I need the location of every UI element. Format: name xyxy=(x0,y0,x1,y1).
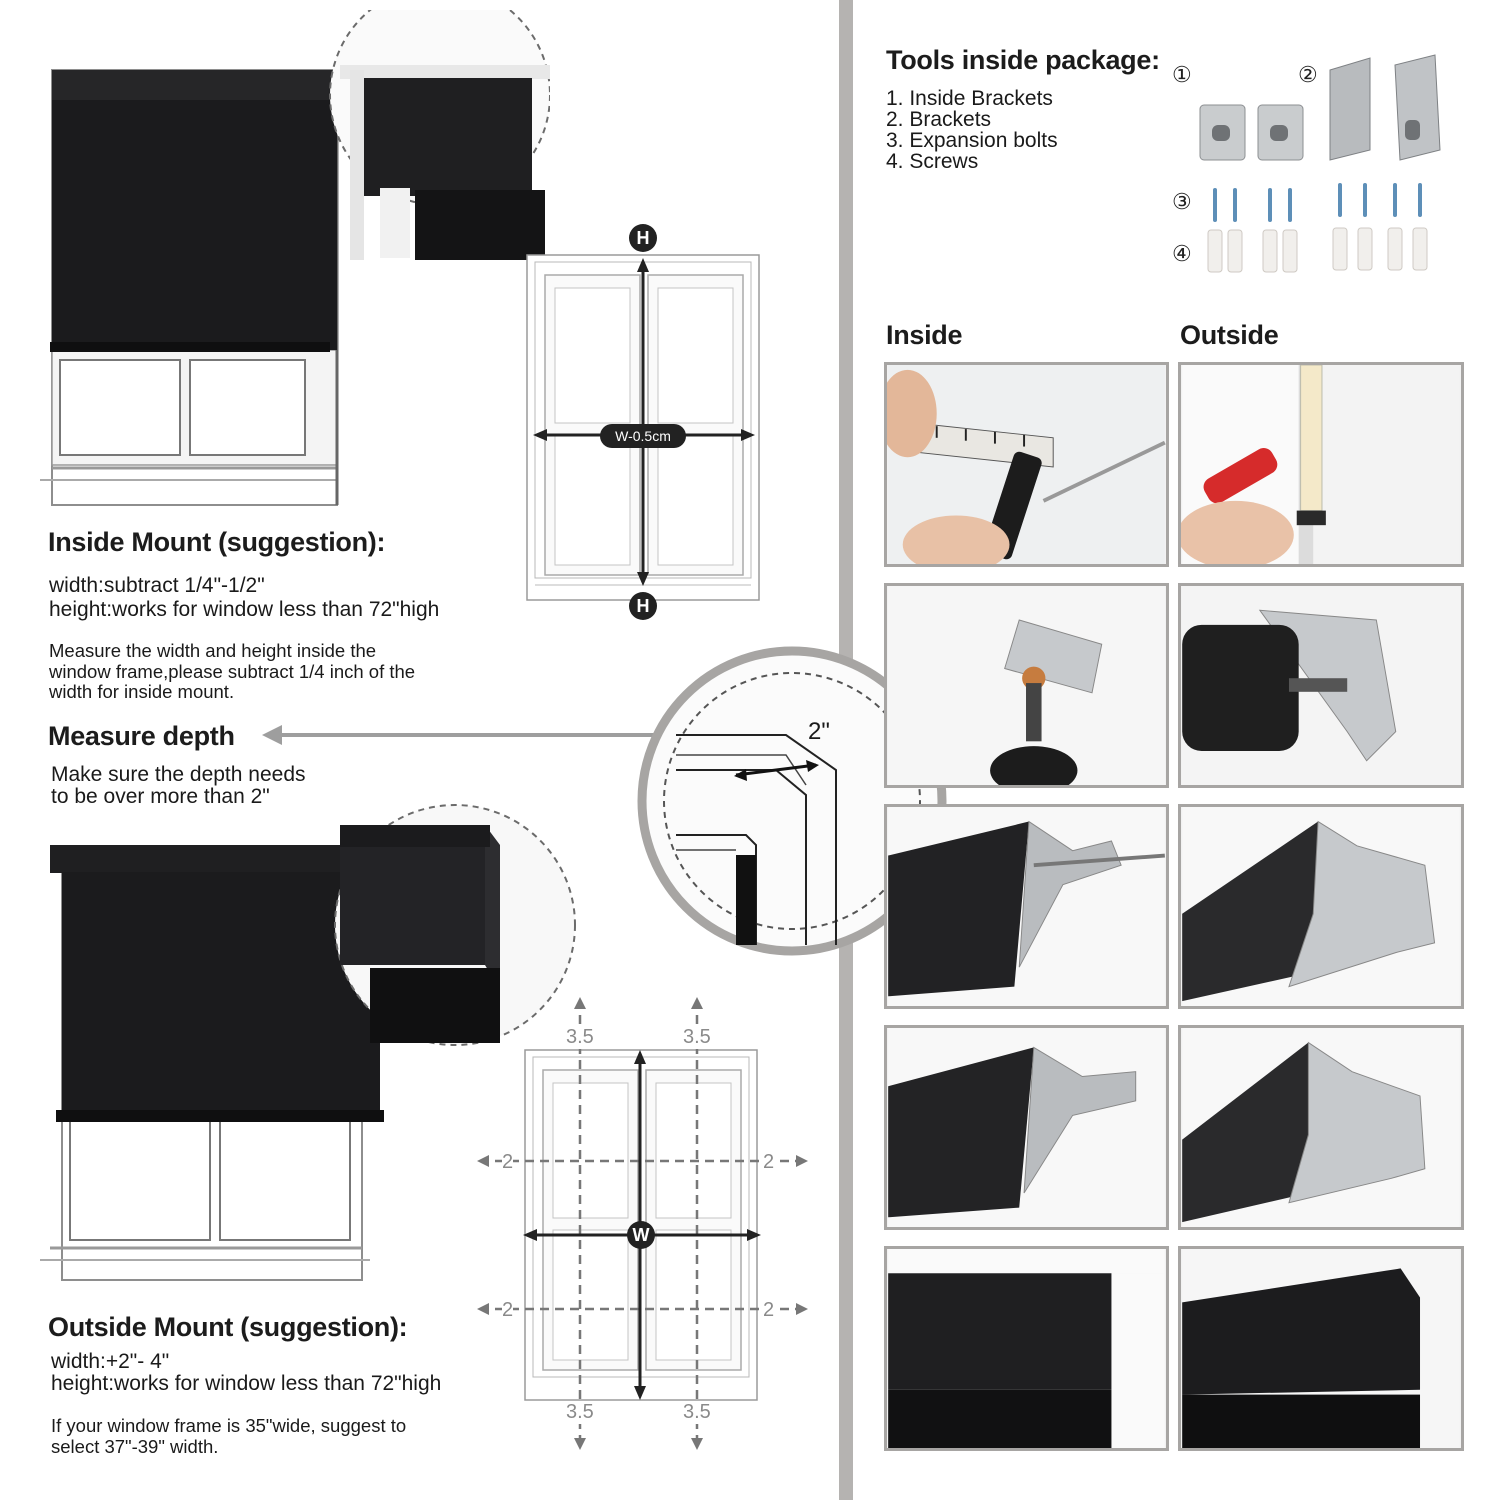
inside-mount-window-illustration xyxy=(40,10,550,510)
photo-outside-cassette-1 xyxy=(1178,804,1464,1009)
photo-inside-drill xyxy=(884,583,1169,788)
dim-bottom-left: 3.5 xyxy=(566,1401,594,1423)
inside-width-line: width:subtract 1/4"-1/2" xyxy=(49,574,265,597)
photo-outside-cassette-2 xyxy=(1178,1025,1464,1230)
inside-note-2: window frame,please subtract 1/4 inch of the xyxy=(49,661,416,682)
inside-mount-title: Inside Mount (suggestion): xyxy=(48,527,386,557)
measure-depth-title: Measure depth xyxy=(48,721,235,751)
inside-measure-diagram xyxy=(515,220,775,625)
dim-side-lower-left: 2 xyxy=(502,1299,514,1321)
photo-inside-cassette-2 xyxy=(884,1025,1169,1230)
depth-line-1: Make sure the depth needs xyxy=(51,763,306,786)
depth-line-2: to be over more than 2" xyxy=(51,785,270,808)
column-heading-inside: Inside xyxy=(886,320,963,350)
outside-note-1: If your window frame is 35"wide, suggest to xyxy=(51,1415,407,1436)
height-marker-bottom: H xyxy=(629,592,657,620)
badge-4: ④ xyxy=(1172,241,1192,266)
outside-width-line: width:+2"- 4" xyxy=(51,1350,170,1373)
outside-height-line: height:works for window less than 72"high xyxy=(51,1372,442,1395)
dim-top-right: 3.5 xyxy=(683,1026,711,1048)
photo-inside-cassette-1 xyxy=(884,804,1169,1009)
inside-note-3: width for inside mount. xyxy=(49,681,235,702)
tools-title: Tools inside package: xyxy=(886,45,1160,75)
photo-outside-measure xyxy=(1178,362,1464,567)
tools-list xyxy=(886,88,1058,172)
dim-top-left: 3.5 xyxy=(566,1026,594,1048)
dim-side-lower-right: 2 xyxy=(763,1299,775,1321)
photo-outside-drill xyxy=(1178,583,1464,788)
dim-side-upper-right: 2 xyxy=(763,1151,775,1173)
tools-list-item: 4. Screws xyxy=(886,150,979,173)
width-marker-outside: W xyxy=(627,1221,655,1249)
inside-height-line: height:works for window less than 72"high xyxy=(49,598,440,621)
photo-outside-finished xyxy=(1178,1246,1464,1451)
badge-3: ③ xyxy=(1172,189,1192,214)
photo-inside-finished xyxy=(884,1246,1169,1451)
column-heading-outside: Outside xyxy=(1180,320,1279,350)
outside-mount-title: Outside Mount (suggestion): xyxy=(48,1312,408,1342)
photo-inside-measure xyxy=(884,362,1169,567)
dim-side-upper-left: 2 xyxy=(502,1151,514,1173)
dim-bottom-right: 3.5 xyxy=(683,1401,711,1423)
depth-value-label: 2" xyxy=(808,718,830,745)
tools-list-item: 2. Brackets xyxy=(886,108,992,131)
badge-1: ① xyxy=(1172,62,1192,87)
inside-note-1: Measure the width and height inside the xyxy=(49,640,377,661)
hardware-illustration xyxy=(1190,50,1490,280)
height-marker-top: H xyxy=(629,224,657,252)
width-label-inside: W-0.5cm xyxy=(600,424,686,448)
tools-list-item: 3. Expansion bolts xyxy=(886,129,1058,152)
outside-note-2: select 37"-39" width. xyxy=(51,1436,219,1457)
badge-2: ② xyxy=(1298,62,1318,87)
tools-list-item: 1. Inside Brackets xyxy=(886,87,1053,110)
depth-pointer-arrow xyxy=(260,722,660,748)
